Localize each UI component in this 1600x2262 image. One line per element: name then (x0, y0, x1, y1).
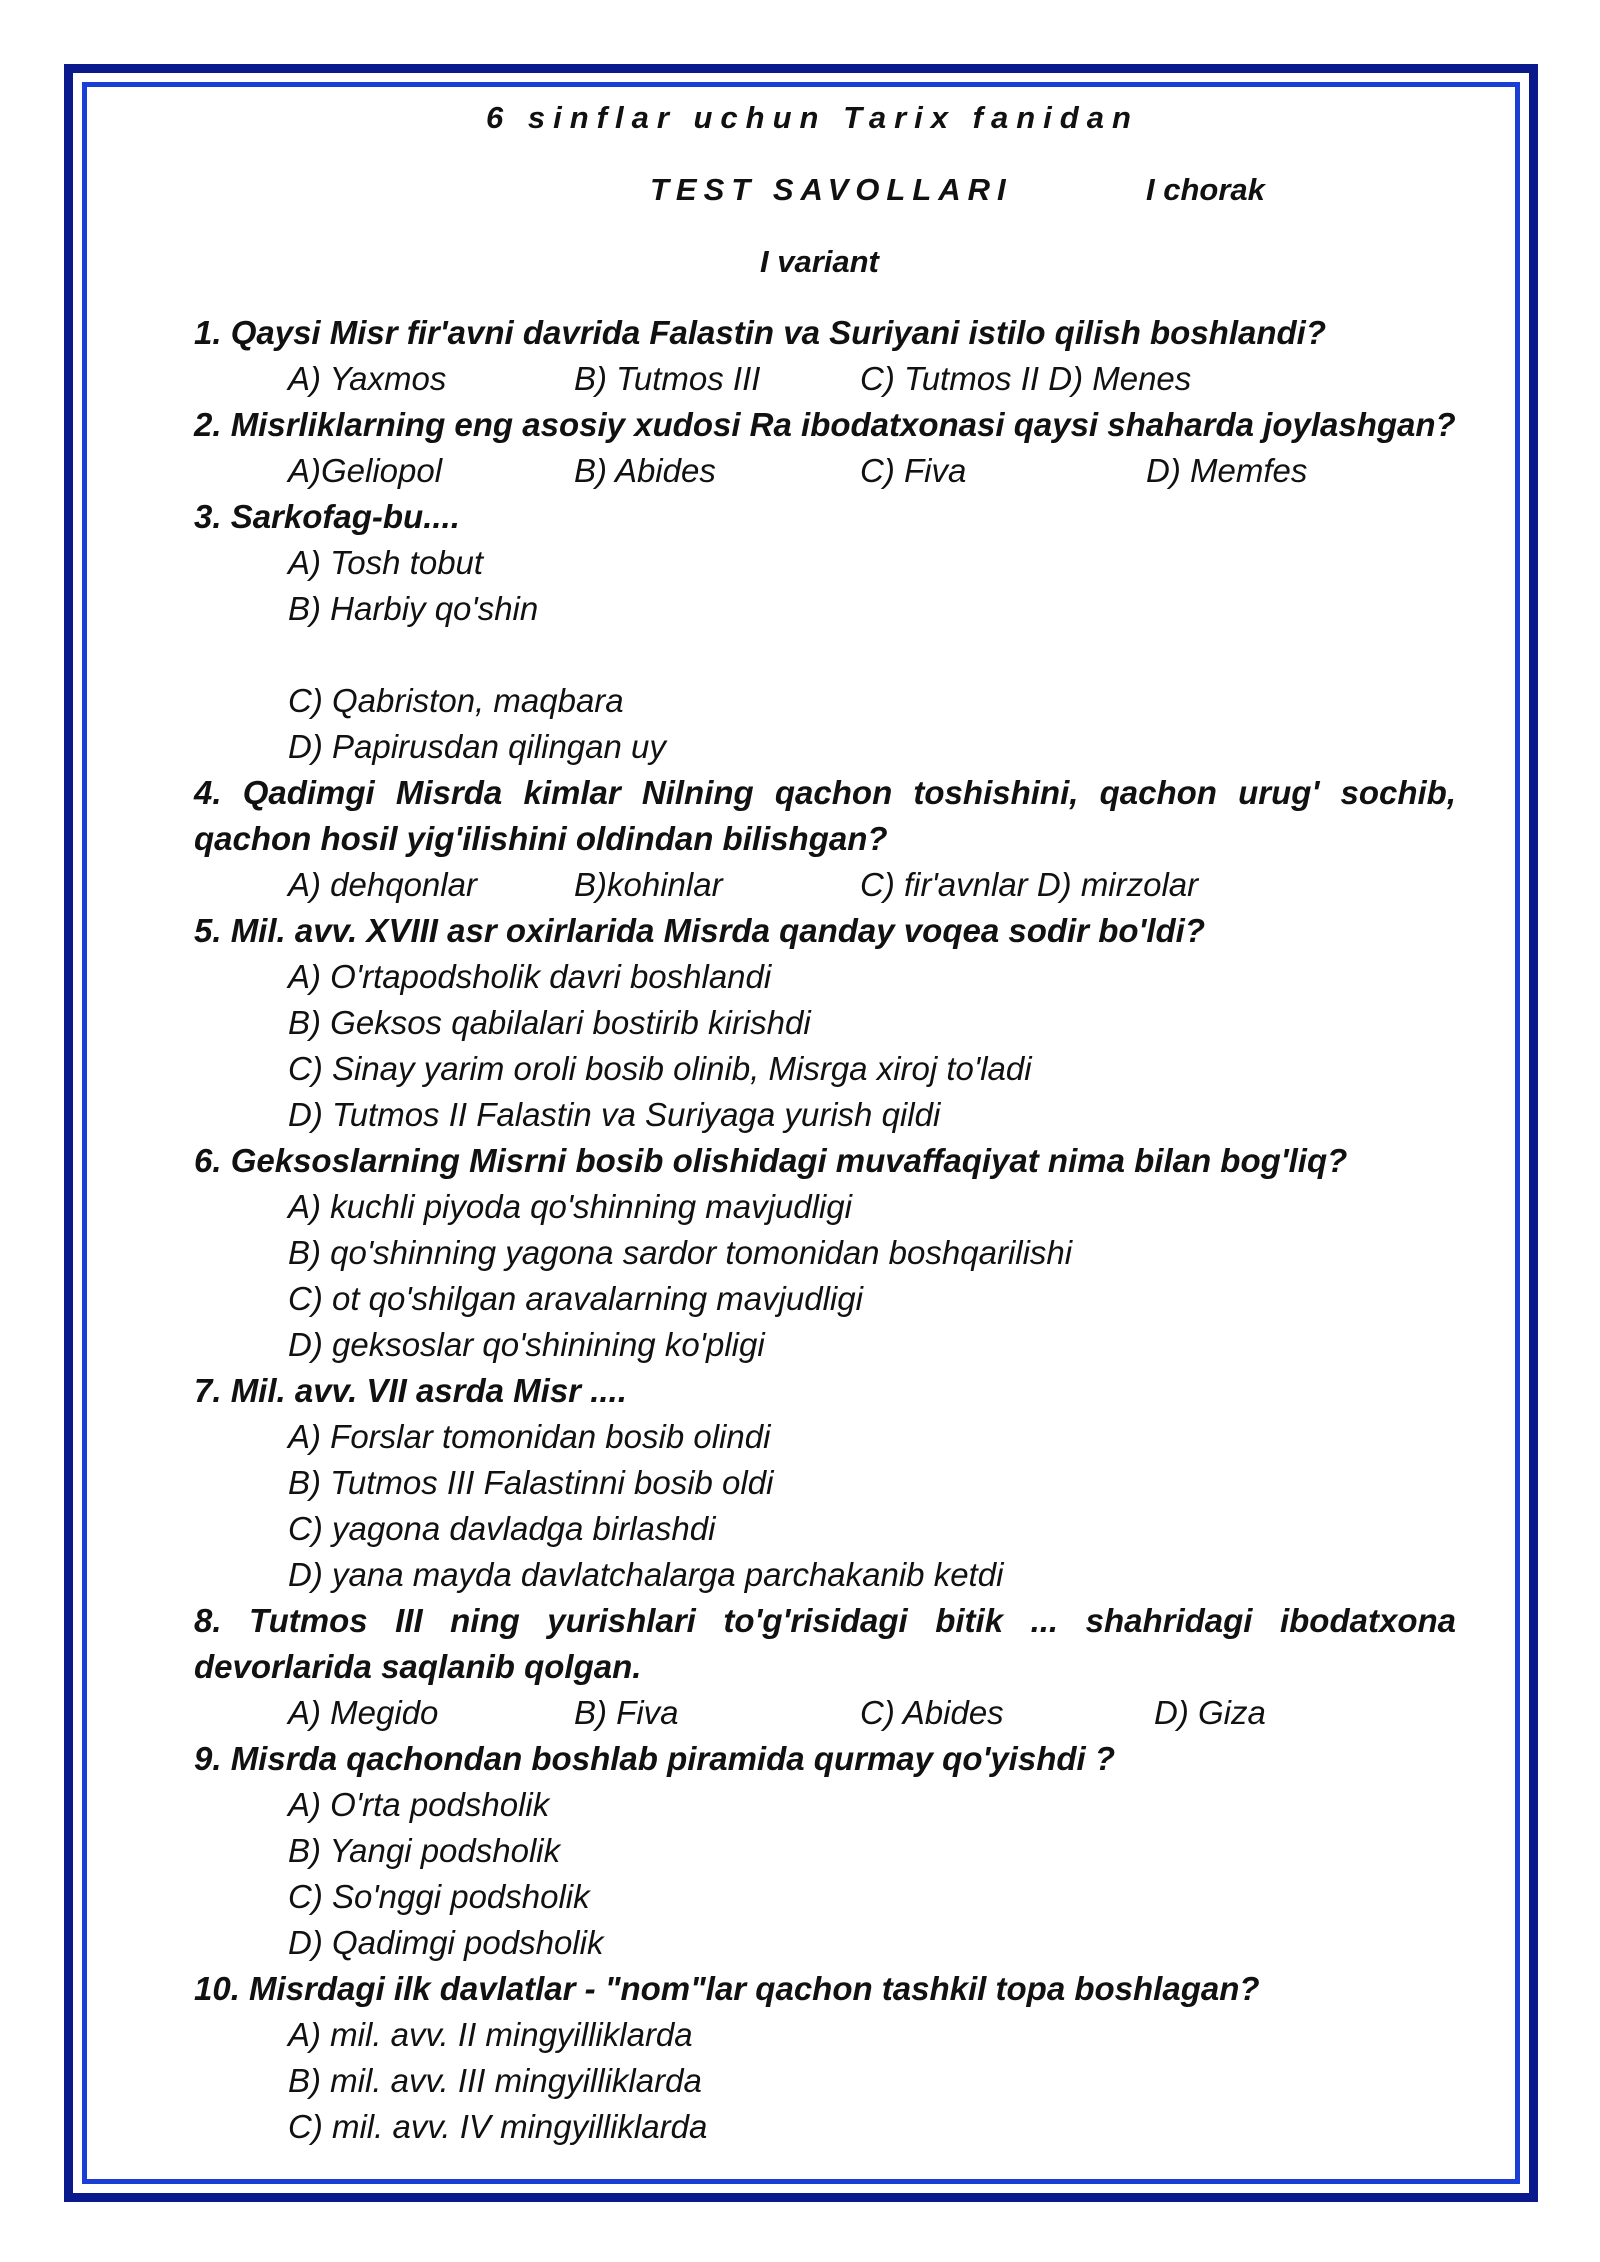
option-10b: B) mil. avv. III mingyilliklarda (288, 2062, 702, 2099)
option-5c: C) Sinay yarim oroli bosib olinib, Misrga xiroj to'ladi (288, 1050, 1032, 1087)
option-9d: D) Qadimgi podsholik (288, 1924, 604, 1961)
option-6b: B) qo'shinning yagona sardor tomonidan boshqarilishi (288, 1234, 1073, 1271)
option-2c: C) Fiva (860, 452, 967, 489)
option-4a: A) dehqonlar (288, 866, 477, 903)
option-4c: C) fir'avnlar D) mirzolar (860, 866, 1199, 903)
option-7b: B) Tutmos III Falastinni bosib oldi (288, 1464, 774, 1501)
option-2d: D) Memfes (1146, 452, 1308, 489)
question-9: 9. Misrda qachondan boshlab piramida qurmay qo'yishdi ? (194, 1740, 1116, 1777)
question-3: 3. Sarkofag-bu.... (194, 498, 460, 535)
question-6: 6. Geksoslarning Misrni bosib olishidagi muvaffaqiyat nima bilan bog'liq? (194, 1142, 1348, 1179)
option-6c: C) ot qo'shilgan aravalarning mavjudligi (288, 1280, 863, 1317)
option-9a: A) O'rta podsholik (288, 1786, 550, 1823)
question-1: 1. Qaysi Misr fir'avni davrida Falastin va Suriyani istilo qilish boshlandi? (194, 314, 1327, 351)
option-1b: B) Tutmos III (574, 360, 761, 397)
option-6d: D) geksoslar qo'shinining ko'pligi (288, 1326, 765, 1363)
options-5 (194, 954, 1456, 1138)
option-2a: A)Geliopol (288, 452, 443, 489)
question-10: 10. Misrdagi ilk davlatlar - "nom"lar qachon tashkil topa boshlagan? (194, 1970, 1260, 2007)
variant-label: I variant (760, 244, 879, 279)
option-2b: B) Abides (574, 452, 716, 489)
option-7d: D) yana mayda davlatchalarga parchakanib ketdi (288, 1556, 1004, 1593)
option-3d: D) Papirusdan qilingan uy (288, 728, 666, 765)
option-4b: B)kohinlar (574, 866, 723, 903)
blank-line (194, 632, 1456, 678)
options-1 (194, 356, 1456, 402)
question-2: 2. Misrliklarning eng asosiy xudosi Ra ibodatxonasi qaysi shaharda joylashgan? (194, 406, 1456, 443)
question-8: 8. Tutmos III ning yurishlari to'g'risidagi bitik ... shahridagi ibodatxona devorlarida saqlanib qolgan. (194, 1602, 1456, 1685)
option-10c: C) mil. avv. IV mingyilliklarda (288, 2108, 708, 2145)
option-8d: D) Giza (1154, 1694, 1266, 1731)
options-3 (194, 540, 1456, 770)
question-5: 5. Mil. avv. XVIII asr oxirlarida Misrda qanday voqea sodir bo'ldi? (194, 912, 1206, 949)
option-1c: C) Tutmos II D) Menes (860, 360, 1192, 397)
options-2 (194, 448, 1456, 494)
option-9b: B) Yangi podsholik (288, 1832, 561, 1869)
document-title: 6 sinflar uchun Tarix fanidan (486, 100, 1139, 135)
options-10 (194, 2012, 1456, 2150)
option-7c: C) yagona davladga birlashdi (288, 1510, 716, 1547)
quarter-label: I chorak (1146, 172, 1265, 207)
option-1a: A) Yaxmos (288, 360, 447, 397)
options-7 (194, 1414, 1456, 1598)
option-3a: A) Tosh tobut (288, 544, 484, 581)
option-3b: B) Harbiy qo'shin (288, 590, 539, 627)
options-4 (194, 862, 1456, 908)
option-8a: A) Megido (288, 1694, 439, 1731)
option-5b: B) Geksos qabilalari bostirib kirishdi (288, 1004, 811, 1041)
test-title: TEST SAVOLLARI (650, 172, 1013, 207)
option-8b: B) Fiva (574, 1694, 679, 1731)
option-5d: D) Tutmos II Falastin va Suriyaga yurish qildi (288, 1096, 941, 1133)
option-5a: A) O'rtapodsholik davri boshlandi (288, 958, 772, 995)
option-3c: C) Qabriston, maqbara (288, 682, 624, 719)
option-9c: C) So'nggi podsholik (288, 1878, 590, 1915)
question-7: 7. Mil. avv. VII asrda Misr .... (194, 1372, 627, 1409)
option-8c: C) Abides (860, 1694, 1004, 1731)
question-4: 4. Qadimgi Misrda kimlar Nilning qachon toshishini, qachon urug' sochib, qachon hosil yig'ilishini oldindan bilishgan? (194, 774, 1456, 857)
option-7a: A) Forslar tomonidan bosib olindi (288, 1418, 771, 1455)
question-list (194, 310, 1456, 2150)
options-6 (194, 1184, 1456, 1368)
options-8 (194, 1690, 1456, 1736)
option-10a: A) mil. avv. II mingyilliklarda (288, 2016, 693, 2053)
option-6a: A) kuchli piyoda qo'shinning mavjudligi (288, 1188, 852, 1225)
options-9 (194, 1782, 1456, 1966)
